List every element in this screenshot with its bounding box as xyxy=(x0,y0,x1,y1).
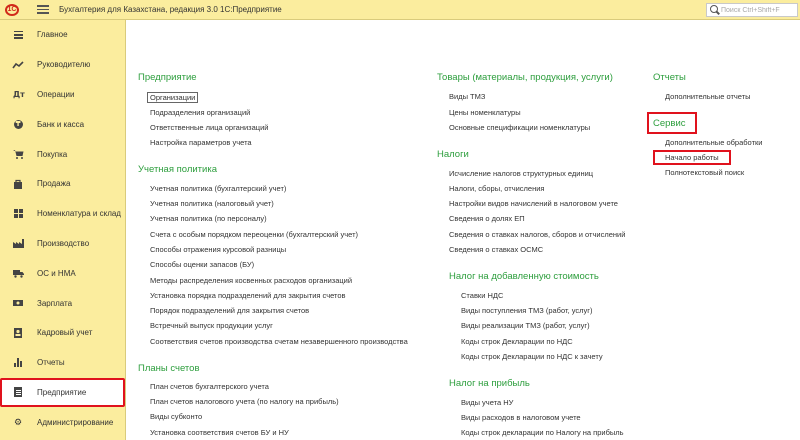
link-policy[interactable]: Установка порядка подразделений для закрытия счетов xyxy=(150,291,346,300)
group-title-chart-of-accounts: Планы счетов xyxy=(138,363,200,374)
cart-icon xyxy=(13,149,23,159)
section-content xyxy=(127,21,800,440)
link-goods[interactable]: Основные спецификации номенклатуры xyxy=(449,123,591,132)
truck-icon xyxy=(13,268,23,278)
link-vat[interactable]: Коды строк Декларации по НДС к зачету xyxy=(461,352,603,361)
sidebar-item-label: Операции xyxy=(37,89,75,99)
sidebar-item-personnel[interactable] xyxy=(0,318,125,348)
warehouse-icon xyxy=(13,209,23,219)
link-responsible-persons[interactable]: Ответственные лица организаций xyxy=(150,123,269,132)
link-policy[interactable]: Соответствия счетов производства счетам незавершенного производства xyxy=(150,337,408,346)
sidebar-item-main[interactable] xyxy=(0,20,125,50)
reports-chart-icon xyxy=(13,358,23,368)
link-organizations[interactable]: Организации xyxy=(147,92,198,103)
link-vat[interactable]: Ставки НДС xyxy=(461,291,504,300)
group-title-goods: Товары (материалы, продукция, услуги) xyxy=(437,72,613,83)
sidebar-item-label: Кадровый учет xyxy=(37,328,93,338)
factory-icon xyxy=(13,238,23,248)
sidebar-item-label: Покупка xyxy=(37,149,68,159)
group-title-service: Сервис xyxy=(653,118,686,129)
sidebar-item-fixed-assets[interactable] xyxy=(0,258,125,288)
group-title-taxes: Налоги xyxy=(437,149,469,160)
link-chart[interactable]: Установка соответствия счетов БУ и НУ xyxy=(150,428,289,437)
sidebar-item-enterprise[interactable] xyxy=(0,378,125,408)
link-taxes[interactable]: Сведения о ставках ОСМС xyxy=(449,245,544,254)
sidebar-item-label: Отчеты xyxy=(37,358,65,368)
menu-lines-icon xyxy=(13,30,23,40)
link-policy[interactable]: Учетная политика (бухгалтерский учет) xyxy=(150,184,287,193)
link-vat[interactable]: Виды поступления ТМЗ (работ, услуг) xyxy=(461,306,593,315)
svg-text:Дт: Дт xyxy=(13,90,25,100)
sidebar-item-label: Администрирование xyxy=(37,417,114,427)
sidebar-item-nomenclature[interactable] xyxy=(0,199,125,229)
sidebar-item-administration[interactable] xyxy=(0,407,125,437)
logo-mark xyxy=(5,4,19,16)
sections-sidebar xyxy=(0,20,126,440)
bank-icon: ₸ xyxy=(13,119,23,129)
link-accounting-params[interactable]: Настройка параметров учета xyxy=(150,138,252,147)
search-input[interactable] xyxy=(721,7,797,14)
salary-icon xyxy=(13,298,23,308)
link-additional-reports[interactable]: Дополнительные отчеты xyxy=(665,92,751,101)
link-policy[interactable]: Встречный выпуск продукции услуг xyxy=(150,321,273,330)
search-icon[interactable] xyxy=(709,4,721,16)
sidebar-item-label: Продажа xyxy=(37,179,71,189)
group-title-accounting-policy: Учетная политика xyxy=(138,164,217,175)
link-taxes[interactable]: Сведения о ставках налогов, сборов и отчислений xyxy=(449,230,626,239)
sidebar-item-bank[interactable] xyxy=(0,109,125,139)
sidebar-item-label: Производство xyxy=(37,238,90,248)
sidebar-item-label: Руководителю xyxy=(37,60,91,70)
bag-icon xyxy=(13,179,23,189)
title-bar xyxy=(0,0,800,20)
link-vat[interactable]: Коды строк Декларации по НДС xyxy=(461,337,573,346)
operations-icon xyxy=(13,89,23,99)
group-title-profit-tax: Налог на прибыль xyxy=(449,378,530,389)
link-policy[interactable]: Счета с особым порядком переоценки (бухгалтерский учет) xyxy=(150,230,359,239)
sidebar-item-label: Номенклатура и склад xyxy=(37,209,121,219)
sidebar-item-label: Зарплата xyxy=(37,298,73,308)
sidebar-item-operations[interactable] xyxy=(0,80,125,110)
main-menu-icon[interactable] xyxy=(37,4,49,16)
link-policy[interactable]: Методы распределения косвенных расходов организаций xyxy=(150,276,353,285)
link-profit-tax[interactable]: Виды учета НУ xyxy=(461,398,514,407)
personnel-icon xyxy=(13,328,23,338)
search-box[interactable] xyxy=(706,3,798,17)
sidebar-item-purchase[interactable] xyxy=(0,139,125,169)
sidebar-item-manager[interactable] xyxy=(0,50,125,80)
sidebar-item-label: Главное xyxy=(37,30,68,40)
link-chart[interactable]: План счетов налогового учета (по налогу на прибыль) xyxy=(150,397,339,406)
sidebar-item-label: Банк и касса xyxy=(37,119,85,129)
link-policy[interactable]: Учетная политика (по персоналу) xyxy=(150,214,267,223)
group-title-enterprise: Предприятие xyxy=(138,72,197,83)
link-taxes[interactable]: Налоги, сборы, отчисления xyxy=(449,184,545,193)
link-taxes[interactable]: Исчисление налогов структурных единиц xyxy=(449,169,594,178)
link-policy[interactable]: Учетная политика (налоговый учет) xyxy=(150,199,274,208)
link-policy[interactable]: Способы отражения курсовой разницы xyxy=(150,245,287,254)
link-taxes[interactable]: Сведения о долях ЕП xyxy=(449,214,525,223)
group-title-reports: Отчеты xyxy=(653,72,686,83)
link-additional-processing[interactable]: Дополнительные обработки xyxy=(665,138,763,147)
app-logo xyxy=(5,3,33,17)
link-fulltext-search[interactable]: Полнотекстовый поиск xyxy=(665,168,745,177)
enterprise-doc-icon xyxy=(13,387,23,397)
link-policy[interactable]: Порядок подразделений для закрытия счетов xyxy=(150,306,310,315)
link-profit-tax[interactable]: Виды расходов в налоговом учете xyxy=(461,413,581,422)
link-goods[interactable]: Цены номенклатуры xyxy=(449,108,521,117)
link-profit-tax[interactable]: Коды строк декларации по Налогу на прибыль xyxy=(461,428,624,437)
sidebar-item-reports[interactable] xyxy=(0,348,125,378)
sidebar-item-salary[interactable] xyxy=(0,288,125,318)
sidebar-item-sales[interactable] xyxy=(0,169,125,199)
sidebar-item-production[interactable] xyxy=(0,229,125,259)
sidebar-item-label: Предприятие xyxy=(37,387,87,397)
gear-icon: ⚙ xyxy=(13,416,23,427)
link-chart[interactable]: План счетов бухгалтерского учета xyxy=(150,382,269,391)
link-subdivisions[interactable]: Подразделения организаций xyxy=(150,108,251,117)
link-taxes[interactable]: Настройки видов начислений в налоговом учете xyxy=(449,199,618,208)
app-title: Бухгалтерия для Казахстана, редакция 3.0 1С:Предприятие xyxy=(59,5,282,14)
link-policy[interactable]: Способы оценки запасов (БУ) xyxy=(150,260,255,269)
link-start-work[interactable]: Начало работы xyxy=(665,153,719,162)
trend-icon xyxy=(13,60,23,70)
sidebar-item-label: ОС и НМА xyxy=(37,268,76,278)
logo-text: 1С xyxy=(7,6,17,13)
link-chart[interactable]: Виды субконто xyxy=(150,412,203,421)
link-goods[interactable]: Виды ТМЗ xyxy=(449,92,486,101)
link-vat[interactable]: Виды реализации ТМЗ (работ, услуг) xyxy=(461,321,590,330)
group-title-vat: Налог на добавленную стоимость xyxy=(449,271,599,282)
